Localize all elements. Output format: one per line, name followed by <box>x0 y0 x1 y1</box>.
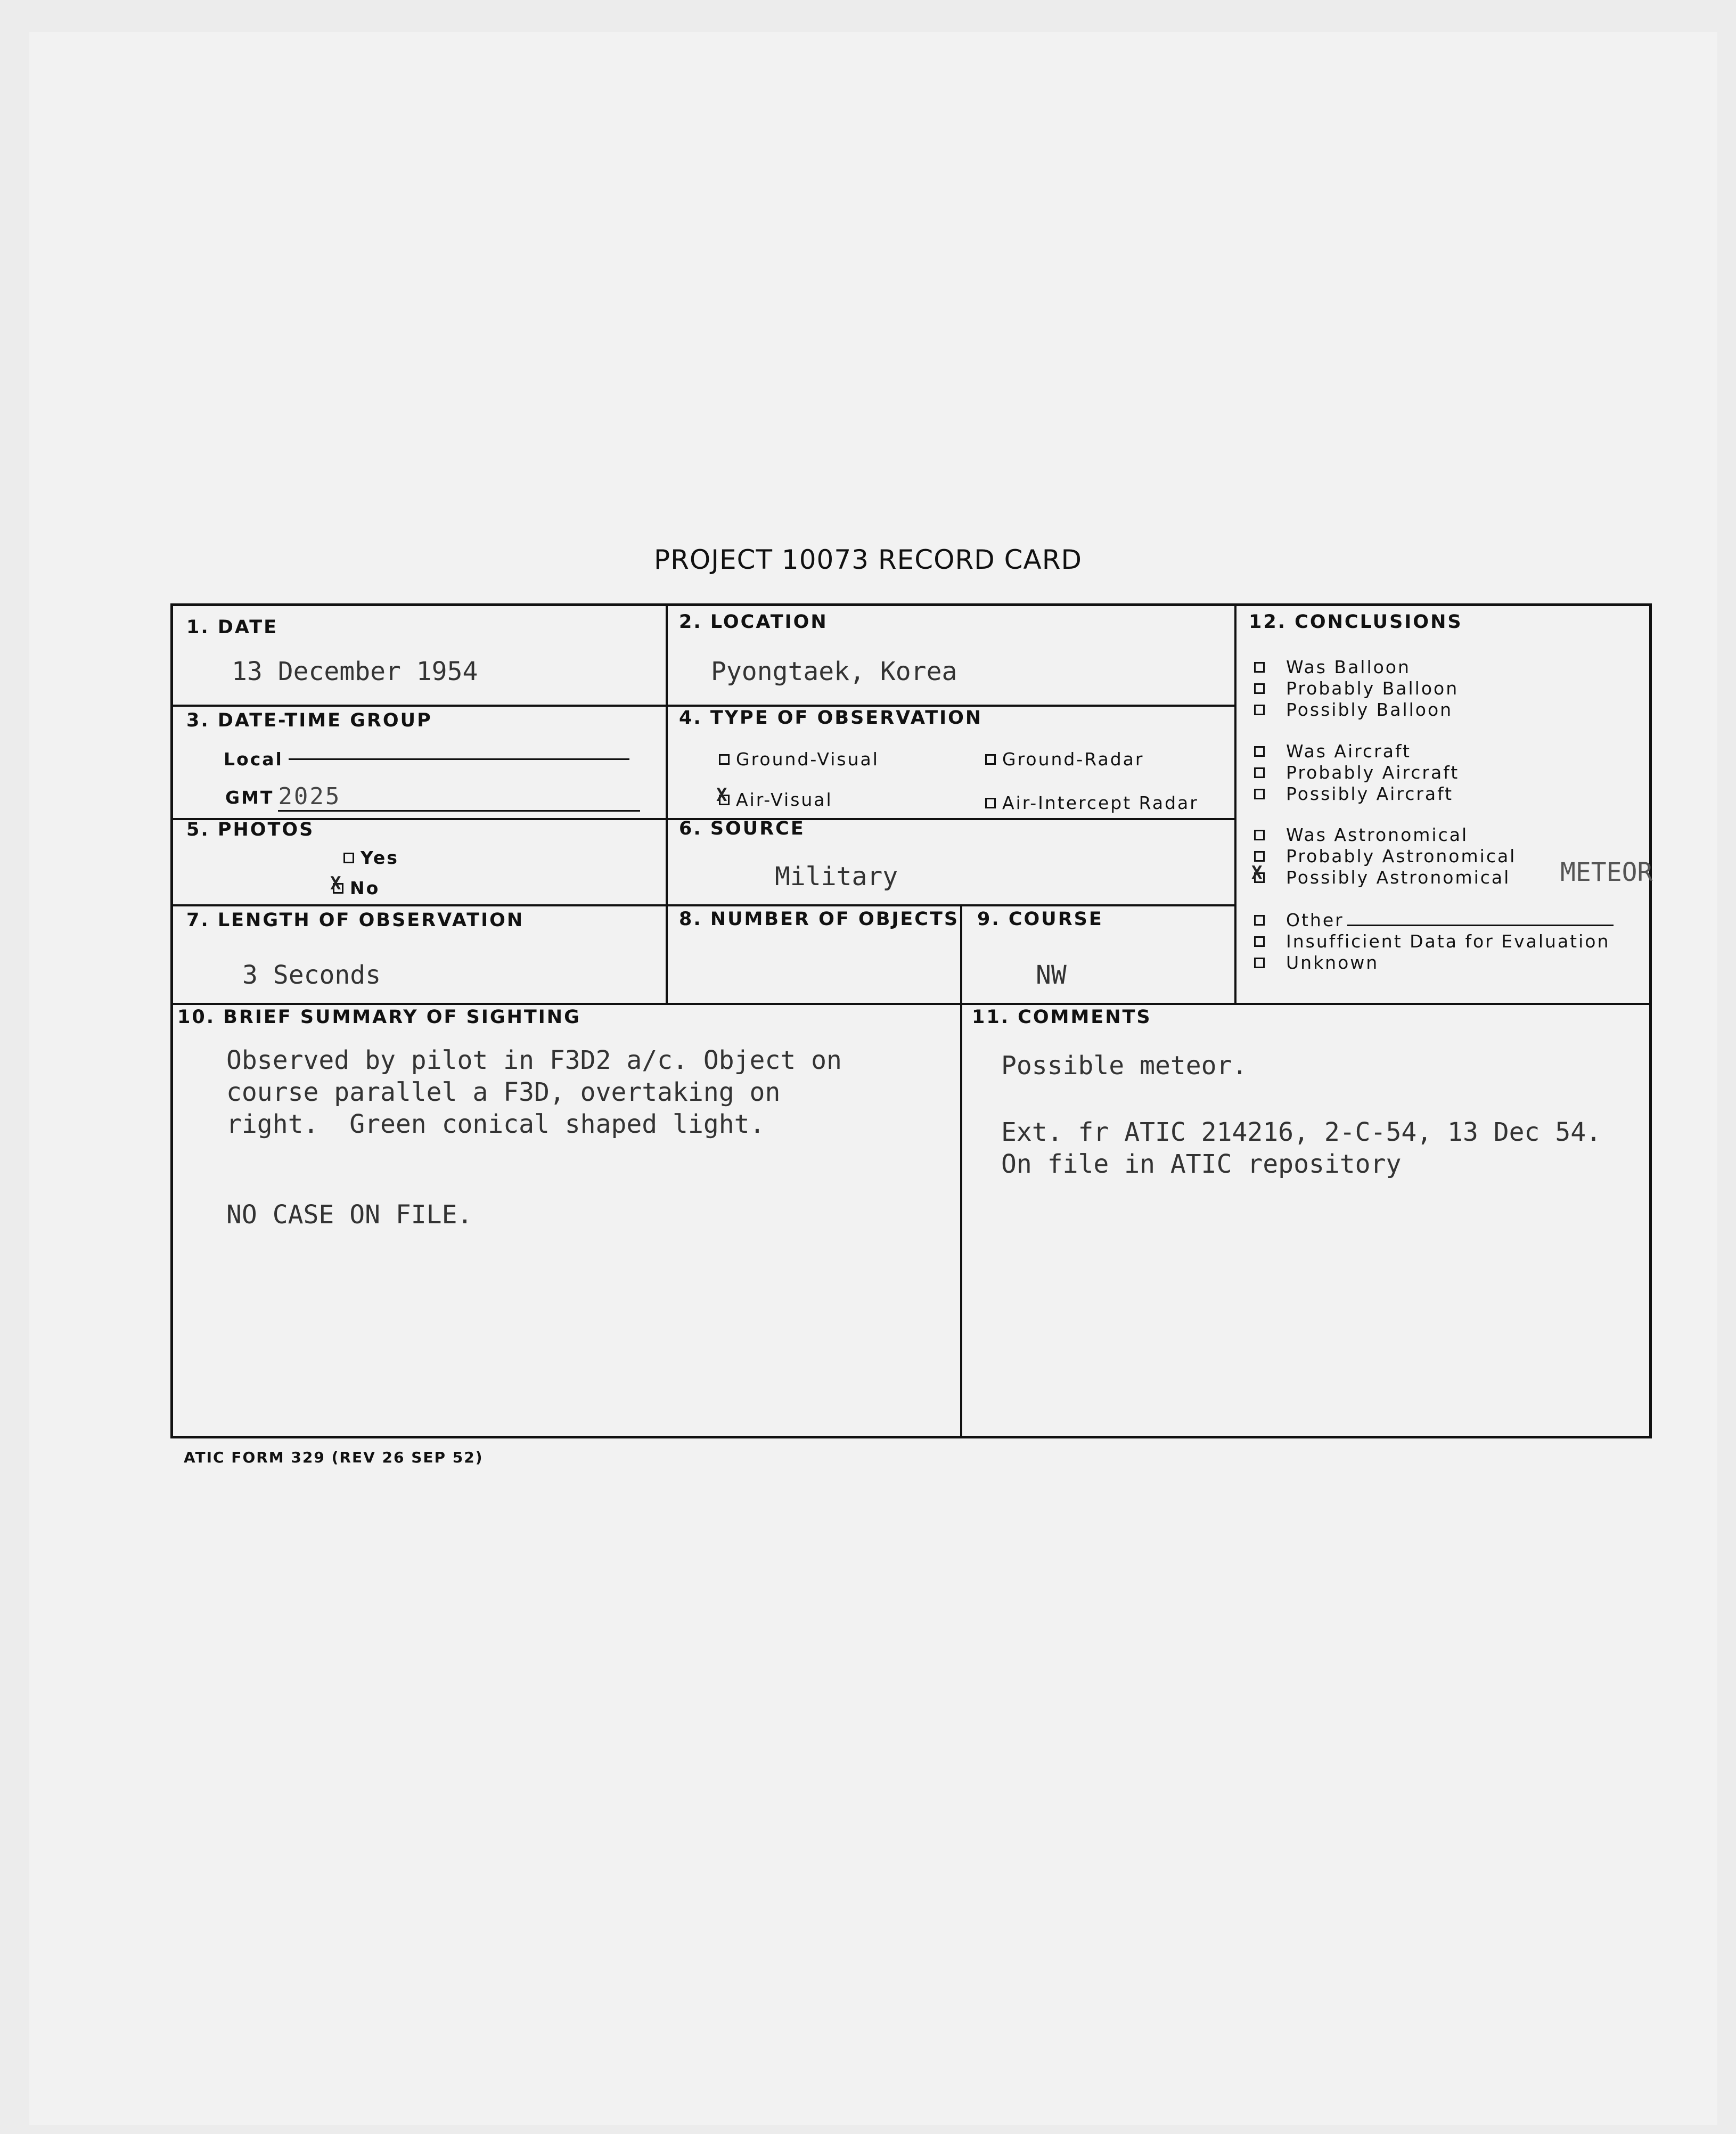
checkbox-icon <box>343 853 354 863</box>
observation-air-intercept-radar: Air-Intercept Radar <box>985 792 1199 813</box>
checkbox-icon <box>1254 915 1265 926</box>
checkbox-icon <box>1254 746 1265 757</box>
conclusion-possibly-astronomical: X Possibly Astronomical <box>1254 867 1510 888</box>
date-value: 13 December 1954 <box>232 657 478 686</box>
dtg-label: 3. DATE-TIME GROUP <box>186 710 432 731</box>
other-underline <box>1347 914 1614 926</box>
conclusion-was-astronomical: Was Astronomical <box>1254 824 1468 845</box>
observation-ground-radar: Ground-Radar <box>985 749 1144 770</box>
date-label: 1. DATE <box>186 617 279 638</box>
divider-col1 <box>666 606 668 1003</box>
checkbox-icon <box>1254 683 1265 694</box>
photos-label: 5. PHOTOS <box>186 819 315 840</box>
conclusion-other: Other <box>1254 910 1614 930</box>
photos-no: X No <box>333 878 380 898</box>
summary-note: NO CASE ON FILE. <box>226 1200 473 1230</box>
conclusion-possibly-aircraft: Possibly Aircraft <box>1254 783 1453 804</box>
observation-ground-visual: Ground-Visual <box>719 749 879 770</box>
checkbox-icon <box>1254 851 1265 862</box>
divider-col-mid <box>960 904 962 1438</box>
dtg-gmt <box>225 783 640 812</box>
observation-air-visual: X Air-Visual <box>719 789 833 810</box>
length-value: 3 Seconds <box>242 960 381 990</box>
conclusion-was-aircraft: Was Aircraft <box>1254 741 1411 762</box>
source-label: 6. SOURCE <box>679 818 805 839</box>
comments-reference: Ext. fr ATIC 214216, 2-C-54, 13 Dec 54. On file in ATIC repository <box>1001 1117 1602 1179</box>
conclusion-insufficient-data: Insufficient Data for Evaluation <box>1254 931 1610 952</box>
conclusion-unknown: Unknown <box>1254 952 1379 973</box>
location-label: 2. LOCATION <box>679 611 828 633</box>
summary-label: 10. BRIEF SUMMARY OF SIGHTING <box>177 1007 581 1028</box>
conclusions-label: 12. CONCLUSIONS <box>1249 611 1463 633</box>
form-footer: ATIC FORM 329 (REV 26 SEP 52) <box>184 1449 484 1466</box>
location-value: Pyongtaek, Korea <box>711 657 957 686</box>
summary-text: Observed by pilot in F3D2 a/c. Object on course parallel a F3D, overtaking on right. Green conical shaped light. <box>226 1045 842 1139</box>
divider-row3 <box>173 904 1234 906</box>
source-value: Military <box>775 862 898 892</box>
conclusion-annotation: METEOR <box>1560 857 1653 887</box>
checkbox-icon <box>719 754 730 765</box>
course-label: 9. COURSE <box>977 909 1103 930</box>
record-card <box>170 603 1652 1438</box>
checkbox-checked-icon <box>719 795 730 805</box>
conclusion-possibly-balloon: Possibly Balloon <box>1254 699 1453 720</box>
checkbox-icon <box>1254 789 1265 799</box>
checkbox-icon <box>1254 662 1265 673</box>
comments-label: 11. COMMENTS <box>972 1007 1152 1028</box>
checkbox-icon <box>1254 936 1265 947</box>
checkbox-checked-icon <box>1254 872 1265 883</box>
dtg-local-value <box>289 758 629 760</box>
length-label: 7. LENGTH OF OBSERVATION <box>186 910 525 931</box>
dtg-gmt-label: GMT <box>225 787 274 808</box>
checkbox-icon <box>1254 830 1265 840</box>
comments-line1: Possible meteor. <box>1001 1051 1248 1081</box>
divider-row1 <box>173 705 1234 707</box>
conclusion-probably-astronomical: Probably Astronomical <box>1254 846 1516 866</box>
checkbox-icon <box>1254 705 1265 715</box>
divider-col2 <box>1234 606 1237 1003</box>
conclusion-was-balloon: Was Balloon <box>1254 657 1411 677</box>
conclusion-probably-aircraft: Probably Aircraft <box>1254 762 1459 783</box>
checkbox-checked-icon <box>333 883 343 894</box>
dtg-local-label: Local <box>224 749 283 770</box>
card-title: PROJECT 10073 RECORD CARD <box>654 544 1082 575</box>
objects-label: 8. NUMBER OF OBJECTS <box>679 909 960 930</box>
course-value: NW <box>1036 960 1067 990</box>
photos-yes: Yes <box>343 847 399 868</box>
observation-label: 4. TYPE OF OBSERVATION <box>679 707 983 729</box>
checkbox-icon <box>985 798 996 808</box>
checkbox-icon <box>985 754 996 765</box>
dtg-local <box>224 749 629 770</box>
checkbox-icon <box>1254 958 1265 968</box>
divider-row4 <box>173 1003 1652 1005</box>
conclusion-probably-balloon: Probably Balloon <box>1254 678 1459 699</box>
checkbox-icon <box>1254 767 1265 778</box>
dtg-gmt-value: 2025 <box>278 783 640 812</box>
